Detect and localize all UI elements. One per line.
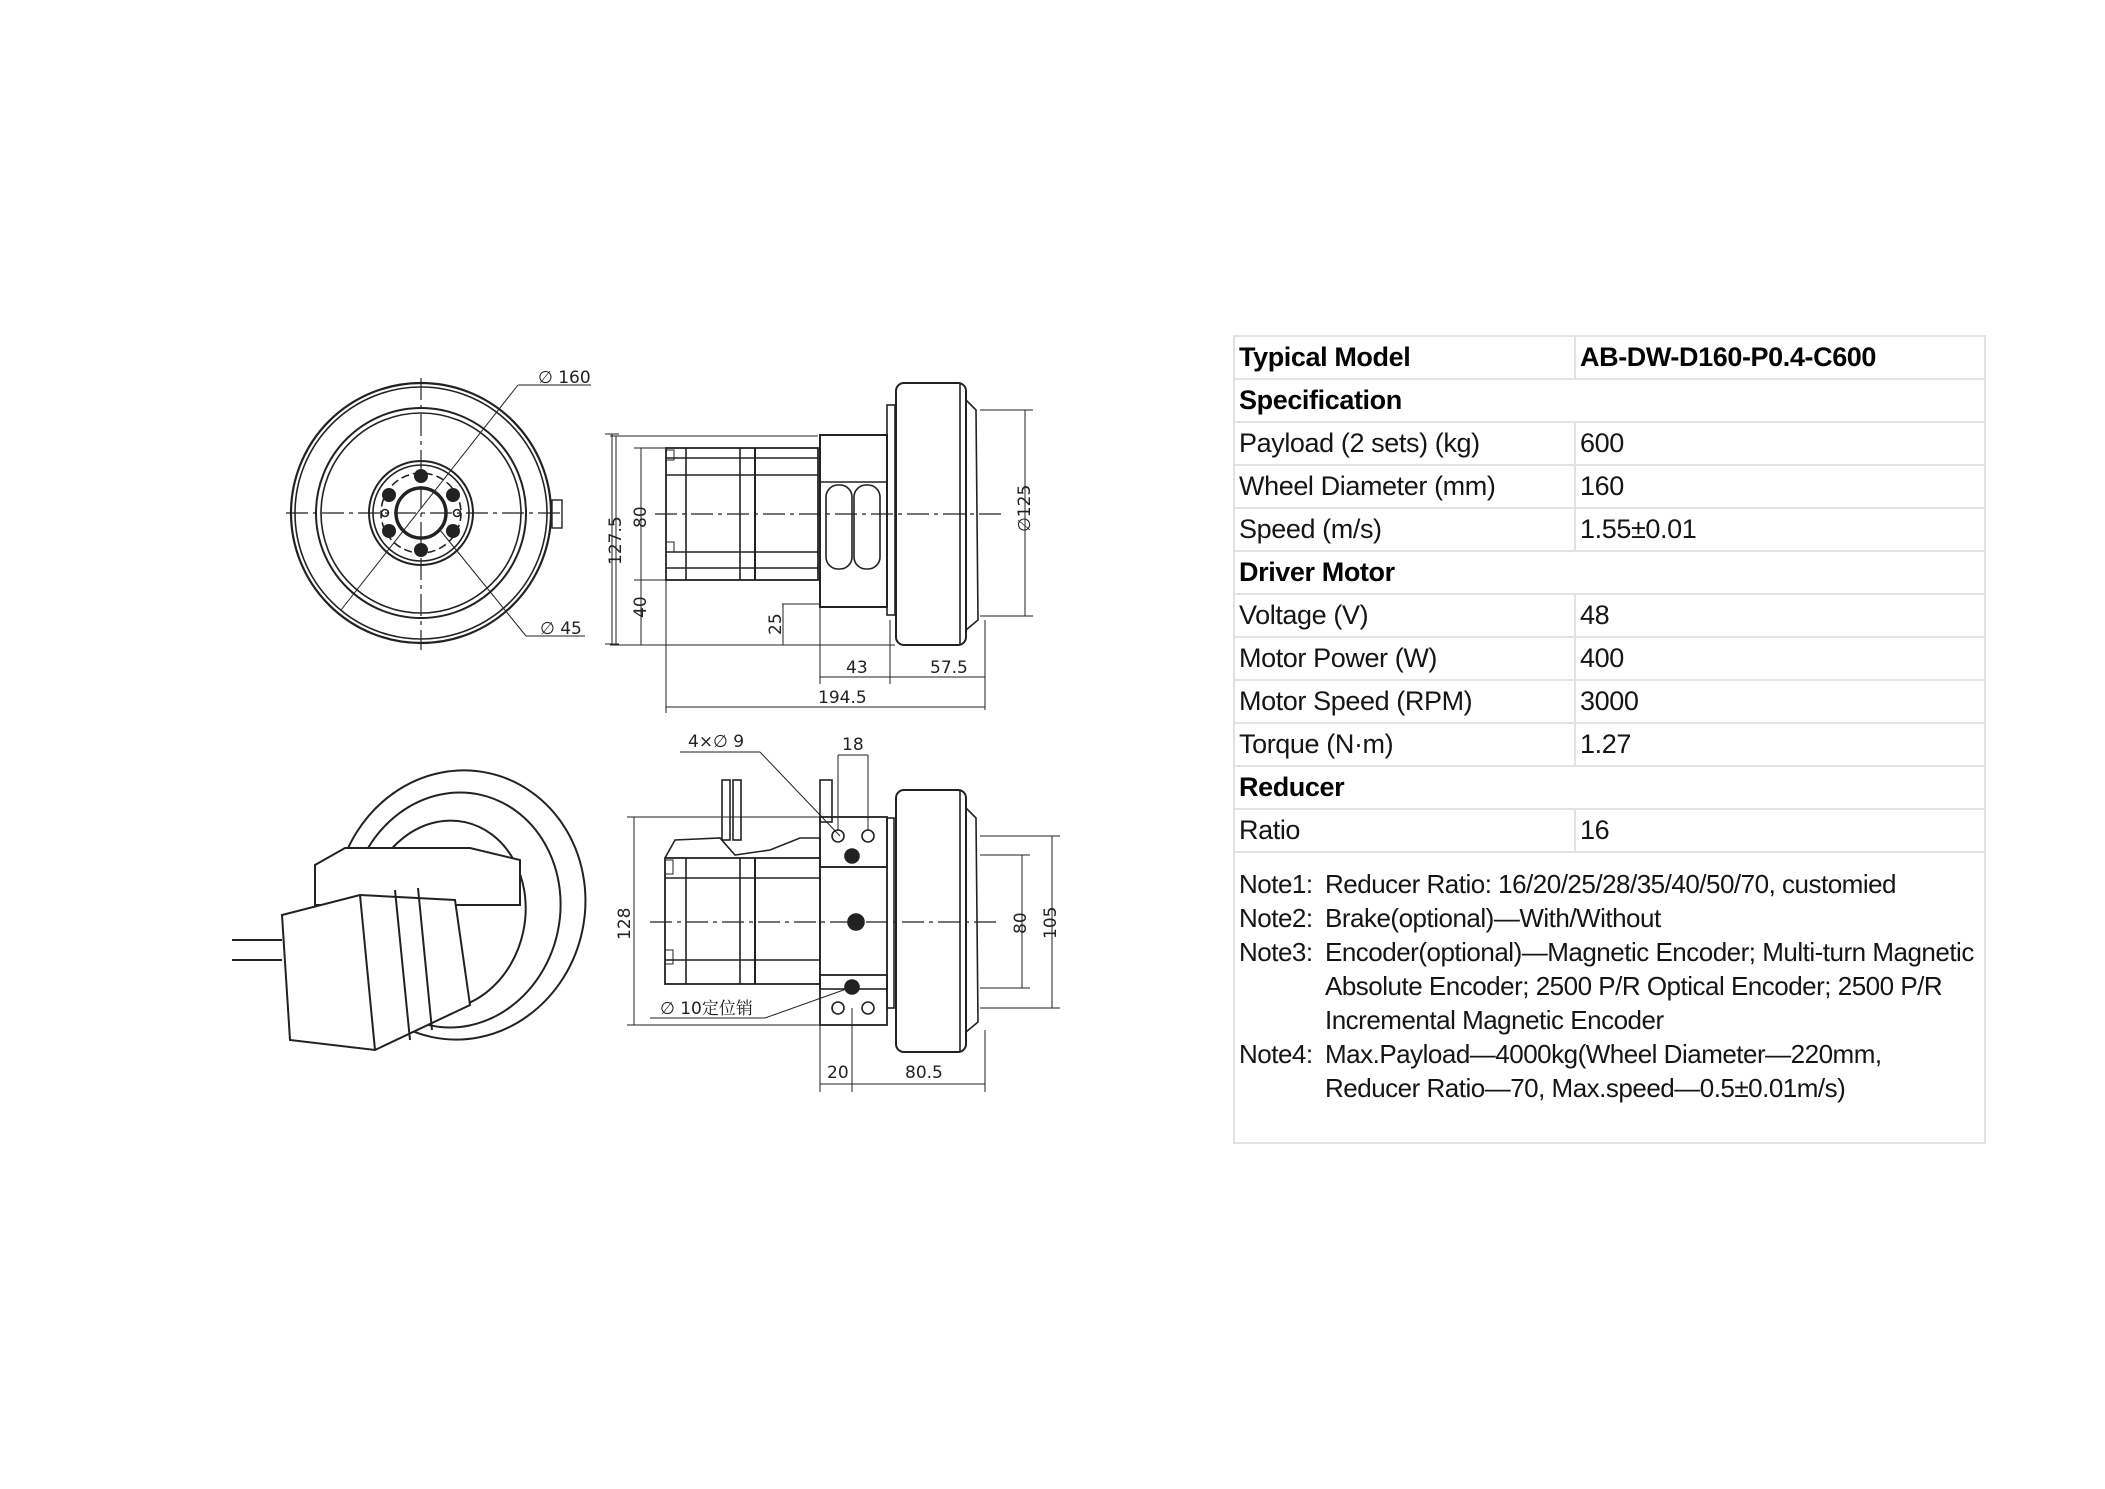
dim-194-5: 194.5 [818, 688, 867, 708]
dim-80-bottom: 80 [1011, 912, 1031, 934]
table-row [1234, 465, 1985, 508]
dim-43: 43 [846, 658, 868, 678]
dim-80-5: 80.5 [905, 1063, 943, 1083]
row-value: 1.55±0.01 [1575, 508, 1985, 551]
row-value: 16 [1575, 809, 1985, 852]
spec-table [1233, 335, 1986, 1144]
dim-80: 80 [631, 506, 651, 528]
row-value: 48 [1575, 594, 1985, 637]
note-3 [1239, 935, 1980, 1037]
note-text: Max.Payload—4000kg(Wheel Diameter—220mm, Reducer Ratio—70, Max.speed—0.5±0.01m/s) [1325, 1039, 1882, 1103]
typical-model-label: Typical Model [1234, 336, 1575, 379]
dim-diameter-125: ∅125 [1015, 484, 1035, 532]
row-label: Payload (2 sets) (kg) [1234, 422, 1575, 465]
row-value: 600 [1575, 422, 1985, 465]
row-label: Torque (N·m) [1234, 723, 1575, 766]
note-label: Note1: [1239, 869, 1313, 899]
dim-wheel-diameter: ∅ 160 [538, 368, 591, 388]
isometric-view-drawing [232, 747, 610, 1063]
dim-18: 18 [842, 735, 864, 755]
holes-label: 4×∅ 9 [688, 732, 745, 752]
row-label: Motor Speed (RPM) [1234, 680, 1575, 723]
dim-40: 40 [631, 596, 651, 618]
table-row [1234, 809, 1985, 852]
note-label: Note2: [1239, 903, 1313, 933]
dim-105: 105 [1041, 906, 1061, 939]
note-text: Brake(optional)—With/Without [1325, 903, 1661, 933]
note-2 [1239, 901, 1980, 935]
side-view-bottom-drawing [627, 752, 1060, 1092]
section-title: Reducer [1234, 766, 1985, 809]
table-row [1234, 680, 1985, 723]
note-text: Encoder(optional)—Magnetic Encoder; Multi-turn Magnetic Absolute Encoder; 2500 P/R Optical Encoder; 2500 P/R Incremental Magnetic Encoder [1325, 937, 1974, 1035]
locating-pin-label: ∅ 10定位销 [660, 999, 753, 1019]
row-label: Ratio [1234, 809, 1575, 852]
row-value: 160 [1575, 465, 1985, 508]
row-value: 1.27 [1575, 723, 1985, 766]
dim-hub-diameter: ∅ 45 [540, 619, 582, 639]
table-header-row [1234, 336, 1985, 379]
note-label: Note3: [1239, 937, 1313, 967]
front-view-drawing [286, 378, 619, 650]
section-row-specification [1234, 379, 1985, 422]
typical-model-value: AB-DW-D160-P0.4-C600 [1575, 336, 1985, 379]
dim-127-5: 127.5 [606, 516, 626, 565]
section-row-driver-motor [1234, 551, 1985, 594]
notes-cell [1234, 852, 1985, 1143]
table-row [1234, 508, 1985, 551]
side-view-top-drawing [610, 383, 1033, 713]
table-row [1234, 422, 1985, 465]
table-row [1234, 637, 1985, 680]
note-text: Reducer Ratio: 16/20/25/28/35/40/50/70, customied [1325, 869, 1897, 899]
row-value: 3000 [1575, 680, 1985, 723]
row-label: Wheel Diameter (mm) [1234, 465, 1575, 508]
section-title: Specification [1234, 379, 1985, 422]
section-row-reducer [1234, 766, 1985, 809]
row-label: Motor Power (W) [1234, 637, 1575, 680]
section-title: Driver Motor [1234, 551, 1985, 594]
row-value: 400 [1575, 637, 1985, 680]
dim-57-5: 57.5 [930, 658, 968, 678]
table-row [1234, 723, 1985, 766]
row-label: Speed (m/s) [1234, 508, 1575, 551]
notes-row [1234, 852, 1985, 1143]
row-label: Voltage (V) [1234, 594, 1575, 637]
table-row [1234, 594, 1985, 637]
note-label: Note4: [1239, 1039, 1313, 1069]
note-1 [1239, 867, 1980, 901]
dim-25: 25 [766, 613, 786, 635]
note-4 [1239, 1037, 1980, 1105]
dim-20: 20 [827, 1063, 849, 1083]
dim-128: 128 [615, 907, 635, 940]
